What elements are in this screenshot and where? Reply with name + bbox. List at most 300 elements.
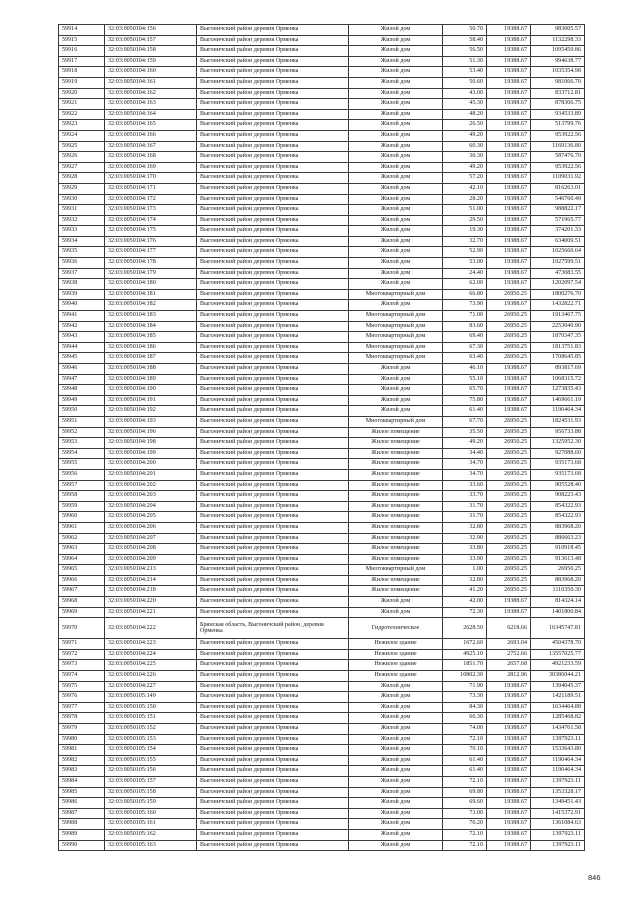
cadastral-value-cell: 1397923.11	[531, 829, 585, 840]
unit-rate-cell: 26950.25	[487, 353, 531, 364]
address-cell: Выгоничский район деревня Орменка	[197, 639, 349, 650]
address-cell: Выгоничский район деревня Орменка	[197, 586, 349, 597]
table-row	[59, 448, 585, 459]
object-type-cell: Жилой дом	[349, 374, 443, 385]
cadastral-value-cell: 13557025.77	[531, 649, 585, 660]
table-row	[59, 798, 585, 809]
address-cell: Выгоничский район деревня Орменка	[197, 205, 349, 216]
address-cell: Выгоничский район деревня Орменка	[197, 480, 349, 491]
address-cell: Выгоничский район деревня Орменка	[197, 395, 349, 406]
row-number-cell: 59982	[59, 755, 105, 766]
address-cell: Выгоничский район деревня Орменка	[197, 35, 349, 46]
cadastral-number-cell: 32:03:0050105:149	[105, 692, 197, 703]
row-number-cell: 59977	[59, 702, 105, 713]
area-cell: 1851.70	[443, 660, 487, 671]
area-cell: 84.30	[443, 702, 487, 713]
cadastral-value-cell: 1469661.19	[531, 395, 585, 406]
row-number-cell: 59940	[59, 300, 105, 311]
unit-rate-cell: 26950.25	[487, 416, 531, 427]
address-cell: Выгоничский район деревня Орменка	[197, 120, 349, 131]
table-row	[59, 205, 585, 216]
unit-rate-cell: 19388.67	[487, 236, 531, 247]
address-cell: Выгоничский район деревня Орменка	[197, 268, 349, 279]
row-number-cell: 59946	[59, 364, 105, 375]
area-cell: 58.40	[443, 35, 487, 46]
unit-rate-cell: 19388.67	[487, 205, 531, 216]
cadastral-value-cell: 374201.33	[531, 226, 585, 237]
cadastral-value-cell: 1353328.17	[531, 787, 585, 798]
unit-rate-cell: 26950.25	[487, 321, 531, 332]
area-cell: 53.40	[443, 67, 487, 78]
address-cell: Выгоничский район деревня Орменка	[197, 46, 349, 57]
object-type-cell: Жилой дом	[349, 681, 443, 692]
unit-rate-cell: 26950.25	[487, 311, 531, 322]
cadastral-number-cell: 32:03:0050104:196	[105, 427, 197, 438]
row-number-cell: 59960	[59, 512, 105, 523]
area-cell: 57.20	[443, 173, 487, 184]
cadastral-number-cell: 32:03:0050104:177	[105, 247, 197, 258]
row-number-cell: 59952	[59, 427, 105, 438]
cadastral-value-cell: 1190464.34	[531, 766, 585, 777]
cadastral-value-cell: 571965.77	[531, 215, 585, 226]
row-number-cell: 59975	[59, 681, 105, 692]
object-type-cell: Жилой дом	[349, 226, 443, 237]
row-number-cell: 59962	[59, 533, 105, 544]
cadastral-value-cell: 934533.89	[531, 109, 585, 120]
cadastral-value-cell: 833712.81	[531, 88, 585, 99]
unit-rate-cell: 19388.67	[487, 194, 531, 205]
cadastral-value-cell: 2253040.90	[531, 321, 585, 332]
table-row	[59, 236, 585, 247]
object-type-cell: Жилой дом	[349, 77, 443, 88]
row-number-cell: 59947	[59, 374, 105, 385]
unit-rate-cell: 26950.25	[487, 554, 531, 565]
address-cell: Выгоничский район деревня Орменка	[197, 173, 349, 184]
row-number-cell: 59949	[59, 395, 105, 406]
area-cell: 72.30	[443, 607, 487, 618]
object-type-cell: Жилой дом	[349, 109, 443, 120]
object-type-cell: Нежилое здание	[349, 649, 443, 660]
object-type-cell: Жилой дом	[349, 406, 443, 417]
address-cell: Выгоничский район деревня Орменка	[197, 194, 349, 205]
unit-rate-cell: 26950.25	[487, 491, 531, 502]
table-row	[59, 77, 585, 88]
cadastral-number-cell: 32:03:0050104:208	[105, 544, 197, 555]
table-row	[59, 554, 585, 565]
unit-rate-cell: 19388.67	[487, 247, 531, 258]
object-type-cell: Жилое помещение	[349, 480, 443, 491]
cadastral-number-cell: 32:03:0050104:171	[105, 183, 197, 194]
object-type-cell: Многоквартирный дом	[349, 353, 443, 364]
row-number-cell: 59988	[59, 819, 105, 830]
object-type-cell: Жилой дом	[349, 46, 443, 57]
unit-rate-cell: 19388.67	[487, 99, 531, 110]
area-cell: 33.70	[443, 491, 487, 502]
address-cell: Выгоничский район деревня Орменка	[197, 829, 349, 840]
table-row	[59, 766, 585, 777]
area-cell: 32.80	[443, 575, 487, 586]
area-cell: 67.70	[443, 416, 487, 427]
table-row	[59, 713, 585, 724]
object-type-cell: Жилой дом	[349, 798, 443, 809]
cadastral-number-cell: 32:03:0050105:159	[105, 798, 197, 809]
cadastral-number-cell: 32:03:0050104:156	[105, 25, 197, 36]
cadastral-value-cell: 886663.23	[531, 533, 585, 544]
address-cell: Выгоничский район деревня Орменка	[197, 342, 349, 353]
table-row	[59, 808, 585, 819]
unit-rate-cell: 19388.67	[487, 364, 531, 375]
unit-rate-cell: 26950.25	[487, 565, 531, 576]
area-cell: 28.20	[443, 194, 487, 205]
table-row	[59, 533, 585, 544]
cadastral-value-cell: 983005.57	[531, 25, 585, 36]
object-type-cell: Жилой дом	[349, 808, 443, 819]
object-type-cell: Нежилое здание	[349, 660, 443, 671]
cadastral-value-cell: 1708645.85	[531, 353, 585, 364]
table-row	[59, 660, 585, 671]
area-cell: 72.10	[443, 840, 487, 851]
cadastral-value-cell: 988822.17	[531, 205, 585, 216]
area-cell: 79.10	[443, 745, 487, 756]
cadastral-value-cell: 994638.77	[531, 56, 585, 67]
row-number-cell: 59976	[59, 692, 105, 703]
cadastral-value-cell: 1202097.54	[531, 279, 585, 290]
table-row	[59, 840, 585, 851]
unit-rate-cell: 19388.67	[487, 385, 531, 396]
object-type-cell: Жилой дом	[349, 385, 443, 396]
table-row	[59, 597, 585, 608]
cadastral-number-cell: 32:03:0050105:163	[105, 840, 197, 851]
unit-rate-cell: 19388.67	[487, 766, 531, 777]
area-cell: 42.00	[443, 597, 487, 608]
area-cell: 32.80	[443, 522, 487, 533]
address-cell: Выгоничский район деревня Орменка	[197, 162, 349, 173]
table-row	[59, 755, 585, 766]
area-cell: 53.00	[443, 258, 487, 269]
cadastral-number-cell: 32:03:0050104:199	[105, 448, 197, 459]
row-number-cell: 59931	[59, 205, 105, 216]
object-type-cell: Жилой дом	[349, 766, 443, 777]
table-row	[59, 279, 585, 290]
cadastral-number-cell: 32:03:0050104:168	[105, 152, 197, 163]
cadastral-value-cell: 634009.51	[531, 236, 585, 247]
area-cell: 70.20	[443, 819, 487, 830]
unit-rate-cell: 19388.67	[487, 35, 531, 46]
table-row	[59, 745, 585, 756]
address-cell: Выгоничский район деревня Орменка	[197, 649, 349, 660]
object-type-cell: Жилой дом	[349, 724, 443, 735]
area-cell: 62.00	[443, 279, 487, 290]
object-type-cell: Жилой дом	[349, 713, 443, 724]
cadastral-value-cell: 927088.60	[531, 448, 585, 459]
cadastral-value-cell: 1397923.11	[531, 840, 585, 851]
cadastral-value-cell: 1397923.11	[531, 776, 585, 787]
area-cell: 49.20	[443, 130, 487, 141]
cadastral-number-cell: 32:03:0050104:203	[105, 491, 197, 502]
area-cell: 30.30	[443, 152, 487, 163]
object-type-cell: Жилой дом	[349, 88, 443, 99]
object-type-cell: Жилой дом	[349, 268, 443, 279]
cadastral-value-cell: 854322.93	[531, 512, 585, 523]
row-number-cell: 59951	[59, 416, 105, 427]
cadastral-number-cell: 32:03:0050104:198	[105, 438, 197, 449]
area-cell: 73.00	[443, 808, 487, 819]
object-type-cell: Многоквартирный дом	[349, 311, 443, 322]
area-cell: 69.40	[443, 332, 487, 343]
cadastral-number-cell: 32:03:0050104:180	[105, 279, 197, 290]
cadastral-number-cell: 32:03:0050104:205	[105, 512, 197, 523]
row-number-cell: 59938	[59, 279, 105, 290]
address-cell: Выгоничский район деревня Орменка	[197, 607, 349, 618]
area-cell: 50.60	[443, 77, 487, 88]
table-row	[59, 109, 585, 120]
table-row	[59, 120, 585, 131]
area-cell: 24.40	[443, 268, 487, 279]
row-number-cell: 59941	[59, 311, 105, 322]
object-type-cell: Жилой дом	[349, 183, 443, 194]
object-type-cell: Жилой дом	[349, 364, 443, 375]
area-cell: 72.10	[443, 776, 487, 787]
table-row	[59, 289, 585, 300]
cadastral-number-cell: 32:03:0050104:201	[105, 469, 197, 480]
table-row	[59, 268, 585, 279]
unit-rate-cell: 19388.67	[487, 130, 531, 141]
object-type-cell: Жилое помещение	[349, 459, 443, 470]
object-type-cell: Жилой дом	[349, 162, 443, 173]
cadastral-number-cell: 32:03:0050104:187	[105, 353, 197, 364]
table-row	[59, 353, 585, 364]
table-row	[59, 416, 585, 427]
cadastral-number-cell: 32:03:0050104:173	[105, 205, 197, 216]
address-cell: Выгоничский район деревня Орменка	[197, 533, 349, 544]
cadastral-value-cell: 953922.56	[531, 162, 585, 173]
object-type-cell: Жилой дом	[349, 236, 443, 247]
area-cell: 29.50	[443, 215, 487, 226]
table-row	[59, 25, 585, 36]
table-row	[59, 618, 585, 639]
unit-rate-cell: 19388.67	[487, 162, 531, 173]
row-number-cell: 59933	[59, 226, 105, 237]
cadastral-value-cell: 816263.01	[531, 183, 585, 194]
unit-rate-cell: 26950.25	[487, 332, 531, 343]
area-cell: 50.70	[443, 25, 487, 36]
row-number-cell: 59950	[59, 406, 105, 417]
cadastral-number-cell: 32:03:0050104:183	[105, 311, 197, 322]
cadastral-value-cell: 913613.48	[531, 554, 585, 565]
table-row	[59, 702, 585, 713]
area-cell: 4925.10	[443, 649, 487, 660]
row-number-cell: 59920	[59, 88, 105, 99]
row-number-cell: 59953	[59, 438, 105, 449]
area-cell: 46.10	[443, 364, 487, 375]
table-row	[59, 56, 585, 67]
unit-rate-cell: 19388.67	[487, 713, 531, 724]
area-cell: 31.70	[443, 501, 487, 512]
object-type-cell: Жилое помещение	[349, 512, 443, 523]
row-number-cell: 59966	[59, 575, 105, 586]
unit-rate-cell: 26950.25	[487, 469, 531, 480]
area-cell: 34.70	[443, 459, 487, 470]
object-type-cell: Жилой дом	[349, 205, 443, 216]
row-number-cell: 59921	[59, 99, 105, 110]
row-number-cell: 59978	[59, 713, 105, 724]
area-cell: 35.50	[443, 427, 487, 438]
cadastral-number-cell: 32:03:0050104:167	[105, 141, 197, 152]
table-row	[59, 46, 585, 57]
unit-rate-cell: 6218.66	[487, 618, 531, 639]
area-cell: 56.50	[443, 46, 487, 57]
unit-rate-cell: 19388.67	[487, 67, 531, 78]
cadastral-number-cell: 32:03:0050104:164	[105, 109, 197, 120]
area-cell: 19.30	[443, 226, 487, 237]
table-row	[59, 88, 585, 99]
object-type-cell: Жилое помещение	[349, 575, 443, 586]
area-cell: 49.20	[443, 438, 487, 449]
cadastral-value-cell: 935173.68	[531, 469, 585, 480]
cadastral-value-cell: 854322.93	[531, 501, 585, 512]
row-number-cell: 59914	[59, 25, 105, 36]
cadastral-number-cell: 32:03:0050104:162	[105, 88, 197, 99]
object-type-cell: Жилой дом	[349, 247, 443, 258]
address-cell: Выгоничский район деревня Орменка	[197, 374, 349, 385]
address-cell: Выгоничский район деревня Орменка	[197, 416, 349, 427]
unit-rate-cell: 19388.67	[487, 141, 531, 152]
unit-rate-cell: 19388.67	[487, 215, 531, 226]
table-row	[59, 395, 585, 406]
unit-rate-cell: 19388.67	[487, 77, 531, 88]
address-cell: Выгоничский район деревня Орменка	[197, 819, 349, 830]
address-cell: Выгоничский район деревня Орменка	[197, 565, 349, 576]
object-type-cell: Многоквартирный дом	[349, 321, 443, 332]
cadastral-number-cell: 32:03:0050104:184	[105, 321, 197, 332]
cadastral-value-cell: 1401800.84	[531, 607, 585, 618]
row-number-cell: 59979	[59, 724, 105, 735]
row-number-cell: 59927	[59, 162, 105, 173]
row-number-cell: 59967	[59, 586, 105, 597]
object-type-cell: Жилой дом	[349, 215, 443, 226]
cadastral-number-cell: 32:03:0050105:153	[105, 734, 197, 745]
cadastral-value-cell: 1397923.11	[531, 734, 585, 745]
object-type-cell: Жилой дом	[349, 702, 443, 713]
row-number-cell: 59970	[59, 618, 105, 639]
object-type-cell: Нежилое здание	[349, 639, 443, 650]
address-cell: Выгоничский район деревня Орменка	[197, 289, 349, 300]
table-row	[59, 469, 585, 480]
cadastral-number-cell: 32:03:0050105:152	[105, 724, 197, 735]
address-cell: Выгоничский район деревня Орменка	[197, 776, 349, 787]
cadastral-number-cell: 32:03:0050104:163	[105, 99, 197, 110]
area-cell: 65.70	[443, 385, 487, 396]
cadastral-number-cell: 32:03:0050104:185	[105, 332, 197, 343]
cadastral-value-cell: 1432822.71	[531, 300, 585, 311]
cadastral-value-cell: 546760.49	[531, 194, 585, 205]
address-cell: Выгоничский район деревня Орменка	[197, 808, 349, 819]
address-cell: Выгоничский район деревня Орменка	[197, 681, 349, 692]
address-cell: Выгоничский район деревня Орменка	[197, 702, 349, 713]
object-type-cell: Жилой дом	[349, 35, 443, 46]
address-cell: Выгоничский район деревня Орменка	[197, 438, 349, 449]
cadastral-value-cell: 1421189.51	[531, 692, 585, 703]
unit-rate-cell: 26950.25	[487, 427, 531, 438]
unit-rate-cell: 26950.25	[487, 501, 531, 512]
area-cell: 69.80	[443, 787, 487, 798]
object-type-cell: Жилой дом	[349, 25, 443, 36]
unit-rate-cell: 19388.67	[487, 724, 531, 735]
address-cell: Выгоничский район деревня Орменка	[197, 332, 349, 343]
cadastral-value-cell: 1095459.86	[531, 46, 585, 57]
address-cell: Выгоничский район деревня Орменка	[197, 671, 349, 682]
unit-rate-cell: 19388.67	[487, 819, 531, 830]
address-cell: Выгоничский район деревня Орменка	[197, 660, 349, 671]
cadastral-number-cell: 32:03:0050105:154	[105, 745, 197, 756]
row-number-cell: 59984	[59, 776, 105, 787]
cadastral-number-cell: 32:03:0050104:220	[105, 597, 197, 608]
table-row	[59, 639, 585, 650]
area-cell: 32.70	[443, 236, 487, 247]
object-type-cell: Жилой дом	[349, 745, 443, 756]
table-row	[59, 35, 585, 46]
object-type-cell: Жилой дом	[349, 194, 443, 205]
table-row	[59, 364, 585, 375]
cadastral-number-cell: 32:03:0050104:186	[105, 342, 197, 353]
row-number-cell: 59942	[59, 321, 105, 332]
cadastral-number-cell: 32:03:0050104:176	[105, 236, 197, 247]
row-number-cell: 59943	[59, 332, 105, 343]
cadastral-number-cell: 32:03:0050104:224	[105, 649, 197, 660]
object-type-cell: Жилое помещение	[349, 544, 443, 555]
address-cell: Выгоничский район деревня Орменка	[197, 130, 349, 141]
table-row	[59, 522, 585, 533]
address-cell: Выгоничский район деревня Орменка	[197, 459, 349, 470]
unit-rate-cell: 19388.67	[487, 692, 531, 703]
area-cell: 26.50	[443, 120, 487, 131]
unit-rate-cell: 19388.67	[487, 755, 531, 766]
row-number-cell: 59944	[59, 342, 105, 353]
row-number-cell: 59986	[59, 798, 105, 809]
area-cell: 32.90	[443, 533, 487, 544]
cadastral-number-cell: 32:03:0050104:169	[105, 162, 197, 173]
cadastral-number-cell: 32:03:0050104:174	[105, 215, 197, 226]
cadastral-value-cell: 1325952.30	[531, 438, 585, 449]
address-cell: Выгоничский район деревня Орменка	[197, 798, 349, 809]
address-cell: Выгоничский район деревня Орменка	[197, 469, 349, 480]
table-row	[59, 342, 585, 353]
cadastral-number-cell: 32:03:0050104:181	[105, 289, 197, 300]
cadastral-value-cell: 893817.69	[531, 364, 585, 375]
address-cell: Выгоничский район деревня Орменка	[197, 597, 349, 608]
unit-rate-cell: 19388.67	[487, 607, 531, 618]
row-number-cell: 59919	[59, 77, 105, 88]
unit-rate-cell: 2752.66	[487, 649, 531, 660]
table-row	[59, 512, 585, 523]
row-number-cell: 59925	[59, 141, 105, 152]
unit-rate-cell: 19388.67	[487, 25, 531, 36]
row-number-cell: 59987	[59, 808, 105, 819]
cadastral-value-cell: 905528.40	[531, 480, 585, 491]
cadastral-number-cell: 32:03:0050105:162	[105, 829, 197, 840]
area-cell: 41.20	[443, 586, 487, 597]
unit-rate-cell: 19388.67	[487, 798, 531, 809]
object-type-cell: Жилой дом	[349, 776, 443, 787]
cadastral-number-cell: 32:03:0050104:188	[105, 364, 197, 375]
cadastral-value-cell: 1285468.82	[531, 713, 585, 724]
cadastral-number-cell: 32:03:0050104:209	[105, 554, 197, 565]
area-cell: 49.20	[443, 162, 487, 173]
cadastral-number-cell: 32:03:0050105:158	[105, 787, 197, 798]
address-cell: Выгоничский район деревня Орменка	[197, 300, 349, 311]
row-number-cell: 59981	[59, 745, 105, 756]
cadastral-value-cell: 1169136.80	[531, 141, 585, 152]
